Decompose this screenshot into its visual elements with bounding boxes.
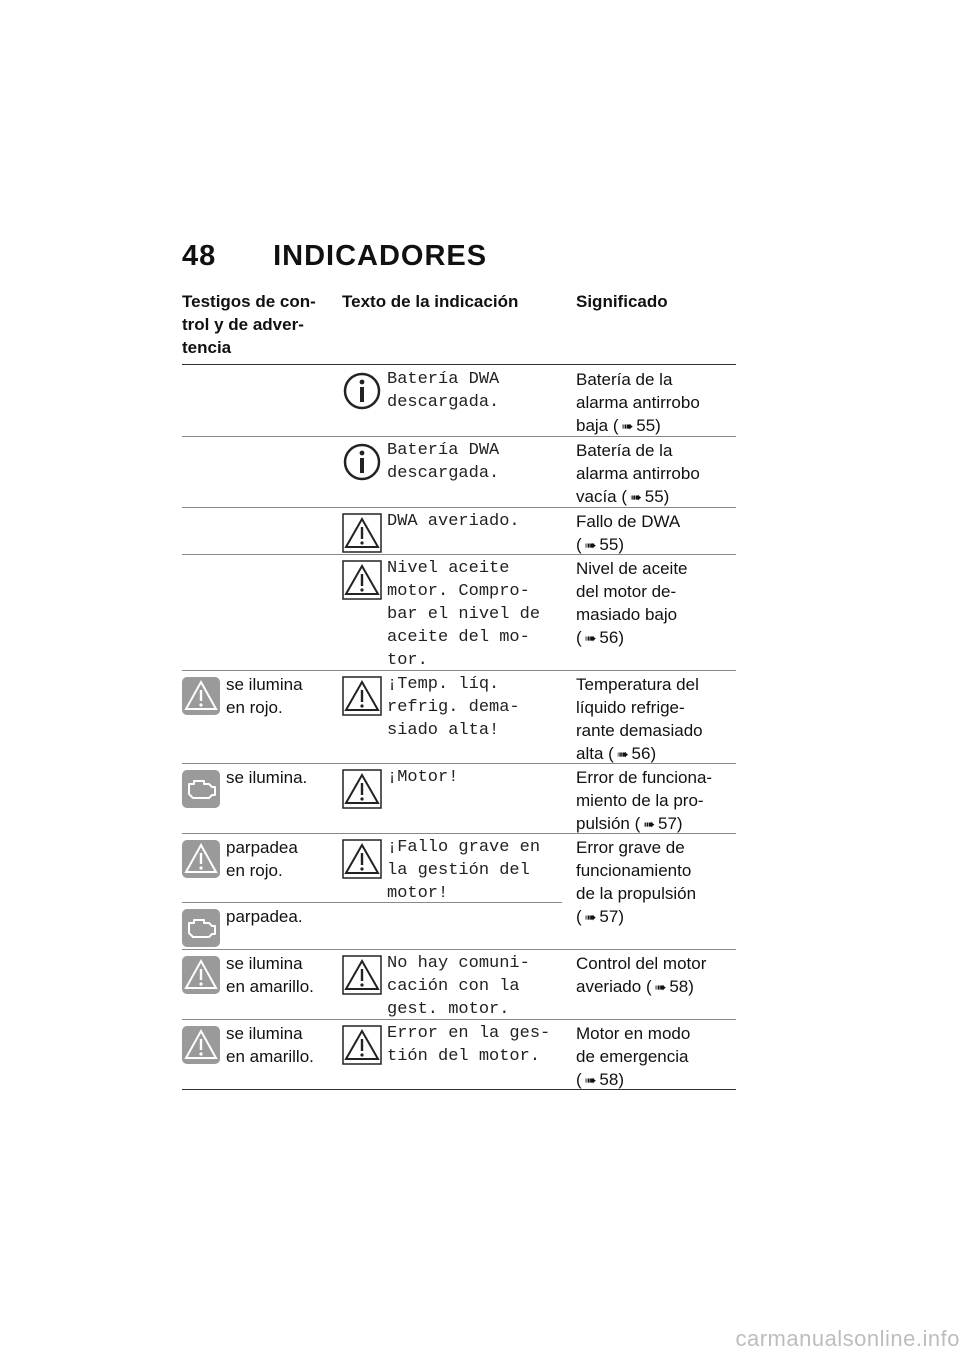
- warning-triangle-icon: [342, 560, 382, 600]
- reference-arrow-icon: ➠: [584, 630, 597, 646]
- meaning: Temperatura del líquido refrige- rante demasiado alta ( ➠ 56): [576, 673, 736, 766]
- display-text: ¡Temp. líq. refrig. dema- siado alta!: [387, 675, 520, 740]
- page-ref: 55): [644, 487, 670, 506]
- warning-triangle-icon: [342, 839, 382, 879]
- reference-arrow-icon: ➠: [654, 979, 667, 995]
- lamp-cell: [182, 905, 332, 945]
- col-head-display-text: Texto de la indicación: [342, 292, 519, 311]
- display-text: No hay comuni- cación con la gest. motor.: [387, 954, 530, 1019]
- watermark: carmanualsonline.info: [735, 1326, 960, 1351]
- warning-triangle-icon: [342, 769, 382, 809]
- lamp-state: se ilumina en amarillo.: [226, 1024, 314, 1066]
- warning-triangle-icon: [342, 513, 382, 553]
- warning-triangle-icon: [342, 955, 382, 995]
- display-text: Batería DWA descargada.: [387, 370, 500, 412]
- table-row: [182, 507, 736, 555]
- page-number: 48: [182, 240, 217, 272]
- warning-lamp-icon: [182, 840, 220, 878]
- reference-arrow-icon: ➠: [584, 537, 597, 553]
- page-ref: 58): [669, 977, 694, 996]
- reference-arrow-icon: ➠: [630, 489, 642, 505]
- engine-icon: [182, 770, 220, 808]
- reference-arrow-icon: ➠: [621, 418, 634, 434]
- page-ref: 58): [599, 1070, 624, 1089]
- page-ref: 56): [631, 744, 657, 763]
- display-text: ¡Fallo grave en la gestión del motor!: [387, 838, 541, 903]
- warning-lamp-icon: [182, 1026, 220, 1064]
- meaning: Batería de la alarma antirrobo vacía ( ➠ 55): [576, 439, 736, 509]
- lamp-state: parpadea en rojo.: [226, 838, 298, 880]
- meaning: Batería de la alarma antirrobo baja ( ➠ 55): [576, 368, 736, 438]
- lamp-cell: [182, 952, 332, 996]
- meaning: Nivel de aceite del motor de- masiado bajo ( ➠ 56): [576, 557, 736, 650]
- meaning: Control del motor averiado ( ➠ 58): [576, 952, 736, 999]
- warning-triangle-icon: [342, 1025, 382, 1065]
- col-head-meaning: Significado: [576, 292, 668, 311]
- meaning: Error de funciona- miento de la pro- pulsión ( ➠ 57): [576, 766, 736, 836]
- reference-arrow-icon: ➠: [584, 1072, 597, 1088]
- lamp-state: se ilumina en amarillo.: [226, 954, 314, 996]
- info-icon: [342, 371, 382, 411]
- warning-lamp-icon: [182, 677, 220, 715]
- page-ref: 57): [599, 907, 624, 926]
- display-text: DWA averiado.: [387, 512, 520, 531]
- lamp-state: se ilumina.: [226, 768, 308, 787]
- meaning: Fallo de DWA ( ➠ 55): [576, 510, 736, 557]
- display-text: ¡Motor!: [387, 768, 459, 787]
- table-row: [182, 833, 736, 950]
- page-ref: 57): [658, 814, 683, 833]
- lamp-state: se ilumina en rojo.: [226, 675, 303, 717]
- info-icon: [342, 442, 382, 482]
- engine-icon: [182, 909, 220, 947]
- meaning: Error grave de funcionamiento de la propulsión ( ➠ 57): [576, 836, 736, 929]
- table-row: [182, 763, 736, 834]
- lamp-state: parpadea.: [226, 907, 303, 926]
- lamp-cell: [182, 836, 332, 880]
- warning-triangle-icon: [342, 676, 382, 716]
- table-row: [182, 949, 736, 1020]
- table-row: [182, 436, 736, 508]
- display-text: Nivel aceite motor. Compro- bar el nivel de aceite del mo- tor.: [387, 559, 541, 670]
- table-row: [182, 1019, 736, 1090]
- lamp-cell: [182, 673, 332, 717]
- page-ref: 55): [599, 535, 624, 554]
- reference-arrow-icon: ➠: [643, 816, 655, 832]
- table-row: [182, 670, 736, 764]
- page-ref: 56): [599, 628, 624, 647]
- table-header: [182, 290, 736, 365]
- display-text: Batería DWA descargada.: [387, 441, 500, 483]
- reference-arrow-icon: ➠: [584, 909, 597, 925]
- display-text: Error en la ges- tión del motor.: [387, 1024, 551, 1066]
- reference-arrow-icon: ➠: [616, 746, 629, 762]
- table-row: [182, 365, 736, 437]
- lamp-cell: [182, 1022, 332, 1066]
- warning-lamp-icon: [182, 956, 220, 994]
- table-row: [182, 554, 736, 671]
- meaning: Motor en modo de emergencia ( ➠ 58): [576, 1022, 736, 1092]
- page-header: [182, 240, 487, 273]
- page-title: INDICADORES: [273, 240, 488, 272]
- lamp-cell: [182, 766, 332, 806]
- col-head-lamps: Testigos de con- trol y de adver- tencia: [182, 292, 316, 357]
- page-ref: 55): [636, 416, 661, 435]
